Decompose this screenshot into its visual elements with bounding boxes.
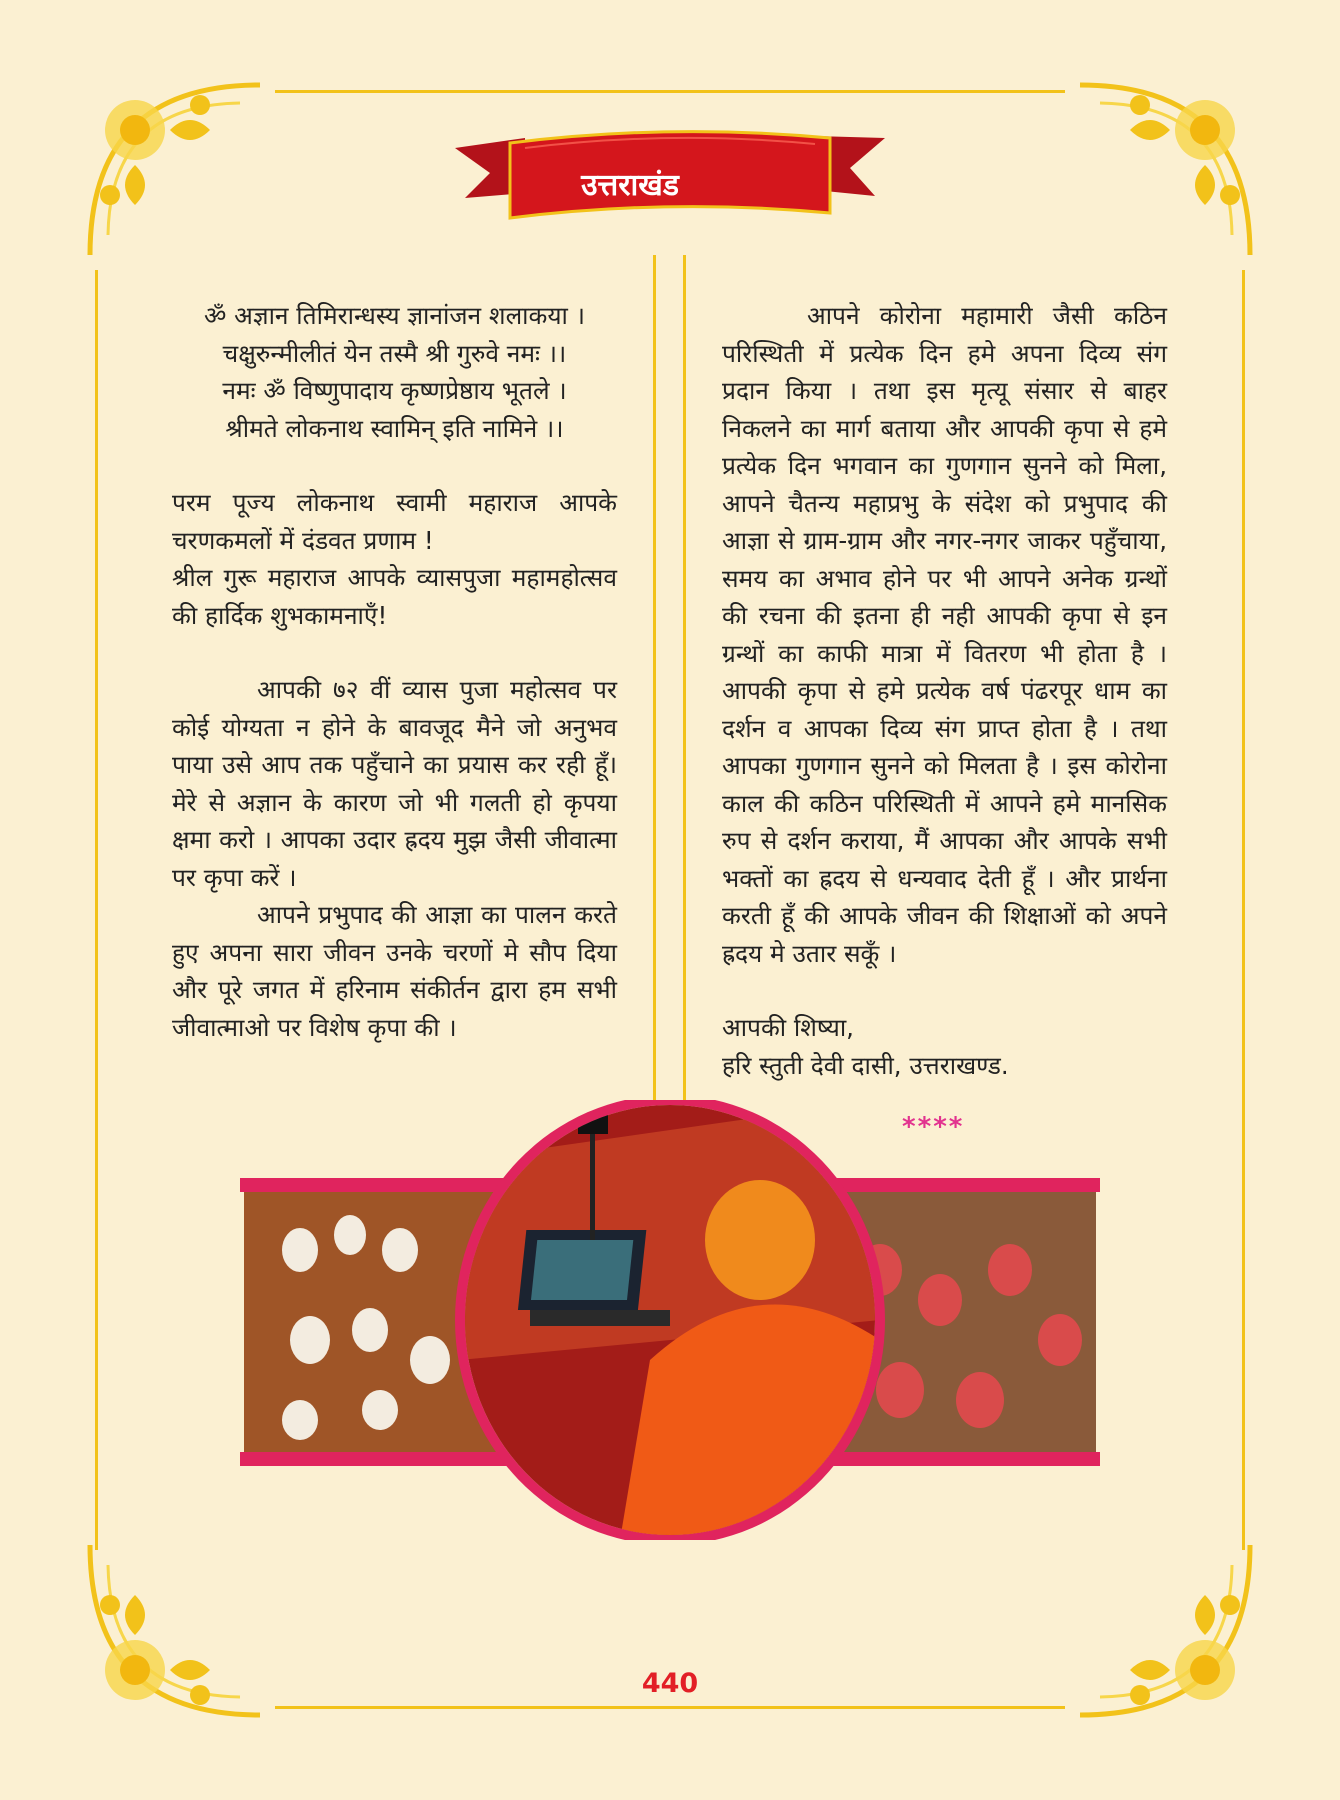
- paragraph: आपने कोरोना महामारी जैसी कठिन परिस्थिती में प्रत्येक दिन हमे अपना दिव्य संग प्रदान किया । तथा इस मृत्यू संसार से बाहर निकलने का मार्ग बताया और आपकी कृपा से हमे प्रत्येक दिन भगवान का गुणगान सुनने को मिला, आपने चैतन्य महाप्रभु के संदेश को प्रभुपाद की आज्ञा से ग्राम-ग्राम और नगर-नगर जाकर पहुँचाया, समय का अभाव होने पर भी आपने अनेक ग्रन्थों की रचना की इतना ही नही आपकी कृपा से इन ग्रन्थों का काफी मात्रा में वितरण भी होता है । आपकी कृपा से हमे प्रत्येक वर्ष पंढरपूर धाम का दर्शन व आपका दिव्य संग प्राप्त होता है । तथा आपका गुणगान सुनने को मिलता है । इस कोरोना काल की कठिन परिस्थिती में आपने हमे मानसिक रुप से दर्शन कराया, मैं आपका और आपके सभी भक्तों का ह्रदय से धन्यवाद देती हूँ । और प्रार्थना करती हूँ की आपके जीवन की शिक्षाओं को अपने ह्रदय मे उतार सकूँ ।: [722, 301, 1167, 968]
- wish-text: श्रील गुरू महाराज आपके व्यासपुजा महामहोत्सव की हार्दिक शुभकामनाएँ!: [172, 563, 617, 630]
- page-number: 440: [641, 1668, 699, 1699]
- frame-top-line: [275, 90, 1065, 93]
- mantra-block: [172, 297, 617, 447]
- closing-text: आपकी शिष्या,: [722, 1013, 854, 1042]
- corner-ornament-icon: [80, 1535, 270, 1725]
- mantra-line: नमः ॐ विष्णुपादाय कृष्णप्रेष्ठाय भूतले ।: [222, 376, 567, 405]
- signature-text: हरि स्तुती देवी दासी, उत्तराखण्ड.: [722, 1050, 1009, 1080]
- right-column: [722, 297, 1167, 1084]
- mantra-line: श्रीमते लोकनाथ स्वामिन् इति नामिने ।।: [225, 413, 564, 443]
- page-title: उत्तराखंड: [581, 168, 679, 203]
- column-divider-left: [653, 255, 656, 1115]
- separator-stars: ****: [902, 1112, 965, 1142]
- mantra-line: ॐ अज्ञान तिमिरान्धस्य ज्ञानांजन शलाकया ।: [204, 301, 585, 330]
- corner-ornament-icon: [1070, 75, 1260, 265]
- paragraph: आपने प्रभुपाद की आज्ञा का पालन करते हुए अपना सारा जीवन उनके चरणों मे सौप दिया और पूरे जगत में हरिनाम संकीर्तन द्वारा हम सभी जीवात्माओ पर विशेष कृपा की ।: [172, 900, 617, 1042]
- left-column: [172, 297, 617, 1046]
- column-divider-right: [683, 255, 686, 1115]
- frame-right-line: [1242, 270, 1245, 1550]
- photo-collage-icon: [240, 1100, 1100, 1540]
- corner-ornament-icon: [80, 75, 270, 265]
- frame-bottom-line: [275, 1706, 1065, 1709]
- paragraph: आपकी ७२ वीं व्यास पुजा महोत्सव पर कोई योग्यता न होने के बावजूद मैने जो अनुभव पाया उसे आप तक पहुँचाने का प्रयास कर रही हूँ। मेरे से अज्ञान के कारण जो भी गलती हो कृपया क्षमा करो । आपका उदार ह्रदय मुझ जैसी जीवात्मा पर कृपा करें ।: [172, 675, 617, 892]
- greeting-text: परम पूज्य लोकनाथ स्वामी महाराज आपके चरणकमलों में दंडवत प्रणाम !: [172, 488, 617, 555]
- mantra-line: चक्षुरुन्मीलीतं येन तस्मै श्री गुरुवे नमः ।।: [222, 338, 567, 368]
- frame-left-line: [95, 270, 98, 1550]
- corner-ornament-icon: [1070, 1535, 1260, 1725]
